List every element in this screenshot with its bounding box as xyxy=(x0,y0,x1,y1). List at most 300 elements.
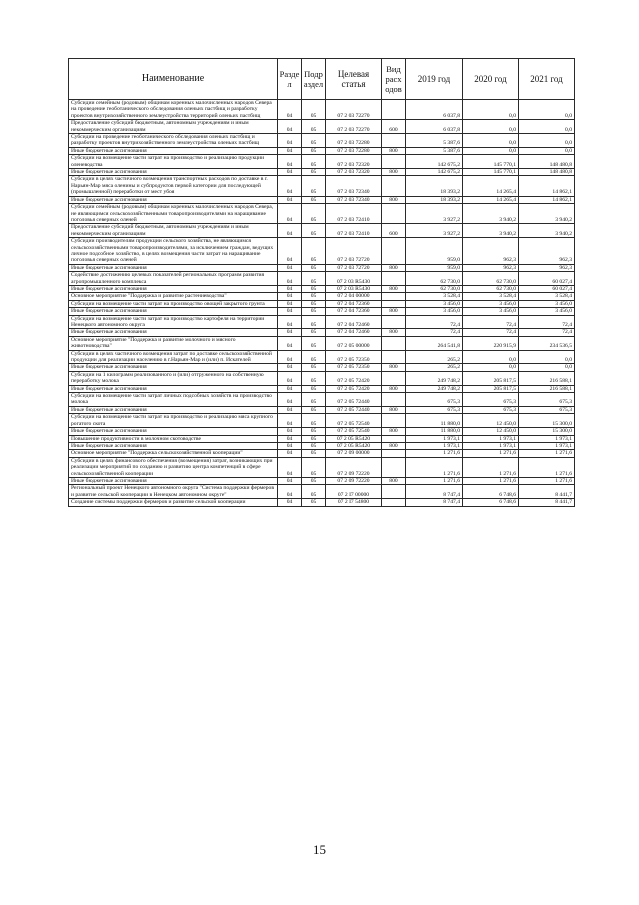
table-row xyxy=(69,450,575,457)
row-amount-2019: 3 456,0 xyxy=(406,300,463,307)
row-amount-2021: 15 300,0 xyxy=(519,414,575,428)
row-vid: 800 xyxy=(382,406,406,413)
row-vid: 800 xyxy=(382,329,406,336)
row-article: 07 2 03 72340 xyxy=(326,196,382,203)
row-amount-2019: 142 675,2 xyxy=(406,155,463,169)
row-razdel: 04 xyxy=(278,450,302,457)
row-amount-2019: 265,2 xyxy=(406,364,463,371)
row-article: 07 2 09 72220 xyxy=(326,477,382,484)
row-vid xyxy=(382,457,406,477)
table-row xyxy=(69,224,575,238)
row-vid: 800 xyxy=(382,385,406,392)
row-podrazdel: 05 xyxy=(302,264,326,271)
row-amount-2020: 205 817,5 xyxy=(463,385,519,392)
row-article: 07 2 03 72410 xyxy=(326,204,382,224)
row-name: Иные бюджетные ассигнования xyxy=(69,169,278,176)
row-amount-2019: 18 393,2 xyxy=(406,176,463,196)
row-amount-2019: 265,2 xyxy=(406,350,463,364)
row-amount-2020: 962,3 xyxy=(463,264,519,271)
table-row xyxy=(69,428,575,435)
header-vid: Вид расх одов xyxy=(382,59,406,100)
row-amount-2019: 6 037,8 xyxy=(406,100,463,120)
row-amount-2019: 5 387,6 xyxy=(406,147,463,154)
row-amount-2021: 0,0 xyxy=(519,147,575,154)
row-razdel: 04 xyxy=(278,204,302,224)
row-amount-2021: 1 973,1 xyxy=(519,442,575,449)
table-row xyxy=(69,329,575,336)
row-name: Иные бюджетные ассигнования xyxy=(69,442,278,449)
row-article: 07 2 03 72340 xyxy=(326,176,382,196)
row-amount-2019: 62 730,0 xyxy=(406,272,463,286)
row-amount-2021: 675,3 xyxy=(519,393,575,407)
row-podrazdel: 05 xyxy=(302,371,326,385)
row-amount-2020: 62 730,0 xyxy=(463,272,519,286)
row-podrazdel: 05 xyxy=(302,329,326,336)
row-name: Субсидии на возмещение части затрат личных подсобных хозяйств на производство молока xyxy=(69,393,278,407)
row-name: Иные бюджетные ассигнования xyxy=(69,264,278,271)
row-amount-2021: 3 456,0 xyxy=(519,308,575,315)
row-razdel: 04 xyxy=(278,499,302,506)
row-amount-2021: 0,0 xyxy=(519,350,575,364)
budget-table xyxy=(68,58,575,507)
table-row xyxy=(69,350,575,364)
table-row xyxy=(69,364,575,371)
row-razdel: 04 xyxy=(278,385,302,392)
row-article: 07 2 09 00000 xyxy=(326,450,382,457)
row-amount-2020: 62 730,0 xyxy=(463,285,519,292)
row-article: 07 2 03 72410 xyxy=(326,224,382,238)
row-article: 07 2 05 72350 xyxy=(326,350,382,364)
row-razdel: 04 xyxy=(278,414,302,428)
row-amount-2019: 3 927,2 xyxy=(406,204,463,224)
row-amount-2020: 12 450,0 xyxy=(463,428,519,435)
row-amount-2019: 3 528,4 xyxy=(406,293,463,300)
row-vid xyxy=(382,293,406,300)
row-amount-2019: 249 748,2 xyxy=(406,385,463,392)
row-amount-2020: 205 817,5 xyxy=(463,371,519,385)
row-amount-2020: 0,0 xyxy=(463,364,519,371)
row-podrazdel: 05 xyxy=(302,134,326,148)
row-razdel: 04 xyxy=(278,134,302,148)
row-podrazdel: 05 xyxy=(302,364,326,371)
row-razdel: 04 xyxy=(278,272,302,286)
row-amount-2019: 142 675,2 xyxy=(406,169,463,176)
row-amount-2021: 962,3 xyxy=(519,264,575,271)
row-name: Иные бюджетные ассигнования xyxy=(69,285,278,292)
table-row xyxy=(69,204,575,224)
row-amount-2021: 234 536,5 xyxy=(519,336,575,350)
row-razdel: 04 xyxy=(278,169,302,176)
table-row xyxy=(69,300,575,307)
row-name: Субсидии на 1 килограмм реализованного и (или) отгруженного на собственную переработку молока xyxy=(69,371,278,385)
row-amount-2020: 1 271,6 xyxy=(463,477,519,484)
row-vid xyxy=(382,350,406,364)
row-amount-2021: 14 862,1 xyxy=(519,176,575,196)
row-amount-2019: 959,0 xyxy=(406,264,463,271)
row-name: Иные бюджетные ассигнования xyxy=(69,477,278,484)
row-vid: 600 xyxy=(382,224,406,238)
row-vid xyxy=(382,300,406,307)
row-name: Основное мероприятие "Поддержка сельскохозяйственной кооперации" xyxy=(69,450,278,457)
row-amount-2020: 0,0 xyxy=(463,100,519,120)
row-article: 07 2 05 R5420 xyxy=(326,435,382,442)
row-podrazdel: 05 xyxy=(302,100,326,120)
table-row xyxy=(69,308,575,315)
row-podrazdel: 05 xyxy=(302,457,326,477)
row-razdel: 04 xyxy=(278,155,302,169)
header-article: Целевая статья xyxy=(326,59,382,100)
table-row xyxy=(69,147,575,154)
row-amount-2020: 3 456,0 xyxy=(463,300,519,307)
row-vid xyxy=(382,315,406,329)
row-vid xyxy=(382,176,406,196)
row-razdel: 04 xyxy=(278,364,302,371)
row-amount-2019: 1 271,6 xyxy=(406,457,463,477)
row-vid xyxy=(382,272,406,286)
row-amount-2021: 1 271,6 xyxy=(519,450,575,457)
row-article: 07 2 03 72280 xyxy=(326,147,382,154)
table-row xyxy=(69,442,575,449)
row-amount-2019: 1 271,6 xyxy=(406,477,463,484)
row-article: 07 2 05 72440 xyxy=(326,393,382,407)
row-vid xyxy=(382,155,406,169)
table-row xyxy=(69,134,575,148)
row-amount-2019: 1 973,1 xyxy=(406,442,463,449)
row-razdel: 04 xyxy=(278,293,302,300)
row-amount-2021: 3 940,2 xyxy=(519,204,575,224)
row-name: Иные бюджетные ассигнования xyxy=(69,147,278,154)
row-article: 07 2 04 00000 xyxy=(326,293,382,300)
table-row xyxy=(69,238,575,265)
table-row xyxy=(69,293,575,300)
row-podrazdel: 05 xyxy=(302,272,326,286)
row-vid xyxy=(382,100,406,120)
row-article: 07 2 05 00000 xyxy=(326,336,382,350)
row-podrazdel: 05 xyxy=(302,477,326,484)
row-podrazdel: 05 xyxy=(302,120,326,134)
row-amount-2021: 0,0 xyxy=(519,364,575,371)
row-vid xyxy=(382,393,406,407)
row-vid: 800 xyxy=(382,264,406,271)
row-amount-2020: 0,0 xyxy=(463,120,519,134)
row-amount-2021: 675,3 xyxy=(519,406,575,413)
row-razdel: 04 xyxy=(278,406,302,413)
row-amount-2019: 1 271,6 xyxy=(406,450,463,457)
row-amount-2019: 5 387,6 xyxy=(406,134,463,148)
row-name: Иные бюджетные ассигнования xyxy=(69,196,278,203)
row-name: Иные бюджетные ассигнования xyxy=(69,428,278,435)
table-row xyxy=(69,169,575,176)
table-row xyxy=(69,315,575,329)
row-amount-2019: 11 880,0 xyxy=(406,428,463,435)
row-amount-2019: 675,3 xyxy=(406,406,463,413)
header-name: Наименование xyxy=(69,59,278,100)
row-amount-2021: 14 862,1 xyxy=(519,196,575,203)
row-name: Предоставление субсидий бюджетным, автономным учреждениям и иным некоммерческим организациям xyxy=(69,120,278,134)
row-razdel: 04 xyxy=(278,350,302,364)
row-name: Субсидии на возмещение части затрат на производство овощей закрытого грунта xyxy=(69,300,278,307)
row-name: Иные бюджетные ассигнования xyxy=(69,364,278,371)
row-podrazdel: 05 xyxy=(302,414,326,428)
row-razdel: 04 xyxy=(278,147,302,154)
row-amount-2019: 8 747,4 xyxy=(406,499,463,506)
row-article: 07 2 05 72420 xyxy=(326,385,382,392)
row-vid: 800 xyxy=(382,147,406,154)
table-row xyxy=(69,120,575,134)
row-amount-2019: 3 927,2 xyxy=(406,224,463,238)
row-razdel: 04 xyxy=(278,238,302,265)
row-vid: 800 xyxy=(382,477,406,484)
row-podrazdel: 05 xyxy=(302,196,326,203)
row-razdel: 04 xyxy=(278,120,302,134)
row-amount-2019: 959,0 xyxy=(406,238,463,265)
row-podrazdel: 05 xyxy=(302,176,326,196)
row-amount-2021: 1 271,6 xyxy=(519,457,575,477)
row-name: Субсидии семейным (родовым) общинам коренных малочисленных народов Севера, не являющимся сельскохозяйственными товаропроизводителями на наращивание поголовья северных оленей xyxy=(69,204,278,224)
table-row xyxy=(69,176,575,196)
table-row xyxy=(69,477,575,484)
row-amount-2019: 264 541,8 xyxy=(406,336,463,350)
row-article: 07 2 04 72460 xyxy=(326,329,382,336)
header-podrazdel: Подр аздел xyxy=(302,59,326,100)
table-row xyxy=(69,100,575,120)
row-razdel: 04 xyxy=(278,485,302,499)
row-podrazdel: 05 xyxy=(302,169,326,176)
table-row xyxy=(69,414,575,428)
row-amount-2020: 1 973,1 xyxy=(463,442,519,449)
row-name: Основное мероприятие "Поддержка и развитие молочного и мясного животноводства" xyxy=(69,336,278,350)
row-article: 07 2 03 72280 xyxy=(326,134,382,148)
row-amount-2020: 962,3 xyxy=(463,238,519,265)
table-row xyxy=(69,435,575,442)
row-podrazdel: 05 xyxy=(302,499,326,506)
row-amount-2021: 0,0 xyxy=(519,120,575,134)
row-amount-2021: 8 441,7 xyxy=(519,499,575,506)
row-vid xyxy=(382,204,406,224)
row-amount-2019: 72,4 xyxy=(406,329,463,336)
row-amount-2020: 6 748,6 xyxy=(463,499,519,506)
row-razdel: 04 xyxy=(278,329,302,336)
row-razdel: 04 xyxy=(278,196,302,203)
row-amount-2019: 72,4 xyxy=(406,315,463,329)
row-name: Содействие достижению целевых показателей региональных программ развития агропромышленного комплекса xyxy=(69,272,278,286)
row-podrazdel: 05 xyxy=(302,315,326,329)
row-amount-2020: 3 940,2 xyxy=(463,204,519,224)
row-razdel: 04 xyxy=(278,264,302,271)
row-article: 07 2 03 72270 xyxy=(326,120,382,134)
table-row xyxy=(69,155,575,169)
row-article: 07 2 03 72320 xyxy=(326,169,382,176)
row-name: Иные бюджетные ассигнования xyxy=(69,308,278,315)
row-podrazdel: 05 xyxy=(302,406,326,413)
row-amount-2021: 15 300,0 xyxy=(519,428,575,435)
row-podrazdel: 05 xyxy=(302,293,326,300)
row-amount-2021: 1 271,6 xyxy=(519,477,575,484)
row-name: Повышение продуктивности в молочном скотоводстве xyxy=(69,435,278,442)
row-vid xyxy=(382,371,406,385)
row-amount-2019: 62 730,0 xyxy=(406,285,463,292)
row-name: Основное мероприятие "Поддержка и развитие растениеводства" xyxy=(69,293,278,300)
header-2020: 2020 год xyxy=(463,59,519,100)
row-amount-2019: 675,3 xyxy=(406,393,463,407)
row-amount-2020: 14 265,4 xyxy=(463,176,519,196)
row-podrazdel: 05 xyxy=(302,385,326,392)
row-amount-2020: 72,4 xyxy=(463,329,519,336)
row-article: 07 2 I7 54800 xyxy=(326,499,382,506)
row-name: Субсидии в целях финансового обеспечения (возмещения) затрат, возникающих при реализации мероприятий по созданию и развитию центра компетенций в сфере сельскохозяйственной кооперации xyxy=(69,457,278,477)
row-amount-2020: 3 528,4 xyxy=(463,293,519,300)
row-amount-2019: 6 037,8 xyxy=(406,120,463,134)
table-row xyxy=(69,196,575,203)
row-amount-2020: 145 770,1 xyxy=(463,169,519,176)
row-amount-2021: 216 588,1 xyxy=(519,371,575,385)
row-amount-2021: 216 588,1 xyxy=(519,385,575,392)
row-name: Субсидии в целях частичного возмещения транспортных расходов по доставке в г. Нарьян-Мар мяса оленины и субпродуктов первой категории для последующей (промышленной) переработки от мест убоя xyxy=(69,176,278,196)
row-amount-2021: 3 940,2 xyxy=(519,224,575,238)
row-article: 07 2 03 R5430 xyxy=(326,272,382,286)
row-amount-2020: 1 271,6 xyxy=(463,457,519,477)
row-razdel: 04 xyxy=(278,435,302,442)
row-amount-2021: 3 456,0 xyxy=(519,300,575,307)
row-amount-2021: 60 027,4 xyxy=(519,272,575,286)
row-razdel: 04 xyxy=(278,100,302,120)
table-row xyxy=(69,264,575,271)
row-name: Предоставление субсидий бюджетным, автономным учреждениям и иным некоммерческим организациям xyxy=(69,224,278,238)
row-name: Иные бюджетные ассигнования xyxy=(69,406,278,413)
row-podrazdel: 05 xyxy=(302,308,326,315)
row-article: 07 2 09 72220 xyxy=(326,457,382,477)
row-article: 07 2 05 72350 xyxy=(326,364,382,371)
row-podrazdel: 05 xyxy=(302,285,326,292)
row-vid: 800 xyxy=(382,196,406,203)
row-amount-2020: 3 940,2 xyxy=(463,224,519,238)
row-article: 07 2 03 72270 xyxy=(326,100,382,120)
row-vid: 800 xyxy=(382,308,406,315)
row-amount-2020: 0,0 xyxy=(463,134,519,148)
row-name: Региональный проект Ненецкого автономного округа "Система поддержки фермеров и развитие сельской кооперации в Ненецком автономном округе" xyxy=(69,485,278,499)
row-vid xyxy=(382,450,406,457)
row-vid xyxy=(382,485,406,499)
row-razdel: 04 xyxy=(278,315,302,329)
row-amount-2020: 0,0 xyxy=(463,147,519,154)
row-razdel: 04 xyxy=(278,477,302,484)
row-name: Субсидии на возмещение части затрат на производство и реализацию продукции оленеводства xyxy=(69,155,278,169)
row-amount-2020: 6 748,6 xyxy=(463,485,519,499)
table-row xyxy=(69,406,575,413)
row-razdel: 04 xyxy=(278,428,302,435)
row-article: 07 2 05 72540 xyxy=(326,414,382,428)
row-amount-2020: 14 265,4 xyxy=(463,196,519,203)
row-article: 07 2 05 72420 xyxy=(326,371,382,385)
row-article: 07 2 05 R5420 xyxy=(326,442,382,449)
table-row xyxy=(69,385,575,392)
row-name: Субсидии в целях частичного возмещения затрат по доставке сельскохозяйственной продукции для реализации населению в г.Нарьян-Мар и (или) п. Искателей xyxy=(69,350,278,364)
row-podrazdel: 05 xyxy=(302,442,326,449)
row-amount-2021: 0,0 xyxy=(519,134,575,148)
row-article: 07 2 03 72720 xyxy=(326,238,382,265)
row-article: 07 2 04 72460 xyxy=(326,315,382,329)
header-2021: 2021 год xyxy=(519,59,575,100)
row-amount-2021: 148 480,8 xyxy=(519,155,575,169)
row-vid xyxy=(382,134,406,148)
row-podrazdel: 05 xyxy=(302,300,326,307)
row-amount-2020: 12 450,0 xyxy=(463,414,519,428)
row-amount-2021: 72,4 xyxy=(519,315,575,329)
row-article: 07 2 03 72320 xyxy=(326,155,382,169)
row-vid: 800 xyxy=(382,285,406,292)
row-article: 07 2 05 72540 xyxy=(326,428,382,435)
row-amount-2021: 8 441,7 xyxy=(519,485,575,499)
row-podrazdel: 05 xyxy=(302,204,326,224)
row-podrazdel: 05 xyxy=(302,155,326,169)
table-row xyxy=(69,485,575,499)
row-amount-2020: 220 915,9 xyxy=(463,336,519,350)
row-vid xyxy=(382,336,406,350)
table-row xyxy=(69,285,575,292)
row-article: 07 2 03 R5430 xyxy=(326,285,382,292)
row-razdel: 04 xyxy=(278,393,302,407)
row-podrazdel: 05 xyxy=(302,224,326,238)
row-amount-2020: 0,0 xyxy=(463,350,519,364)
row-name: Субсидии на возмещение части затрат на производство и реализацию мяса крупного рогатого скота xyxy=(69,414,278,428)
row-amount-2020: 72,4 xyxy=(463,315,519,329)
table-row xyxy=(69,371,575,385)
row-article: 07 2 I7 00000 xyxy=(326,485,382,499)
row-amount-2020: 675,3 xyxy=(463,406,519,413)
row-name: Иные бюджетные ассигнования xyxy=(69,385,278,392)
row-podrazdel: 05 xyxy=(302,350,326,364)
row-razdel: 04 xyxy=(278,308,302,315)
row-amount-2021: 0,0 xyxy=(519,100,575,120)
row-amount-2020: 3 456,0 xyxy=(463,308,519,315)
row-razdel: 04 xyxy=(278,442,302,449)
row-vid: 800 xyxy=(382,169,406,176)
row-name: Субсидии на проведение геоботанического обследования оленьих пастбищ и разработку проектов внутрихозяйственного землеустройства оленьих пастбищ xyxy=(69,134,278,148)
row-article: 07 2 04 72360 xyxy=(326,300,382,307)
row-amount-2019: 8 747,4 xyxy=(406,485,463,499)
table-row xyxy=(69,393,575,407)
table-header-row xyxy=(69,59,575,100)
row-vid: 600 xyxy=(382,120,406,134)
row-podrazdel: 05 xyxy=(302,147,326,154)
row-vid: 800 xyxy=(382,428,406,435)
row-podrazdel: 05 xyxy=(302,485,326,499)
table-row xyxy=(69,272,575,286)
row-amount-2021: 1 973,1 xyxy=(519,435,575,442)
row-amount-2019: 249 748,2 xyxy=(406,371,463,385)
row-name: Субсидии на возмещение части затрат на производство картофеля на территории Ненецкого автономного округа xyxy=(69,315,278,329)
row-razdel: 04 xyxy=(278,336,302,350)
row-razdel: 04 xyxy=(278,457,302,477)
row-podrazdel: 05 xyxy=(302,435,326,442)
row-podrazdel: 05 xyxy=(302,238,326,265)
row-podrazdel: 05 xyxy=(302,336,326,350)
row-razdel: 04 xyxy=(278,371,302,385)
row-article: 07 2 03 72720 xyxy=(326,264,382,271)
row-razdel: 04 xyxy=(278,224,302,238)
row-razdel: 04 xyxy=(278,300,302,307)
row-vid: 800 xyxy=(382,442,406,449)
row-amount-2021: 72,4 xyxy=(519,329,575,336)
table-row xyxy=(69,336,575,350)
row-razdel: 04 xyxy=(278,176,302,196)
row-amount-2021: 962,3 xyxy=(519,238,575,265)
row-amount-2019: 11 880,0 xyxy=(406,414,463,428)
page-number: 15 xyxy=(313,842,326,857)
row-vid xyxy=(382,499,406,506)
row-amount-2019: 1 973,1 xyxy=(406,435,463,442)
row-razdel: 04 xyxy=(278,285,302,292)
